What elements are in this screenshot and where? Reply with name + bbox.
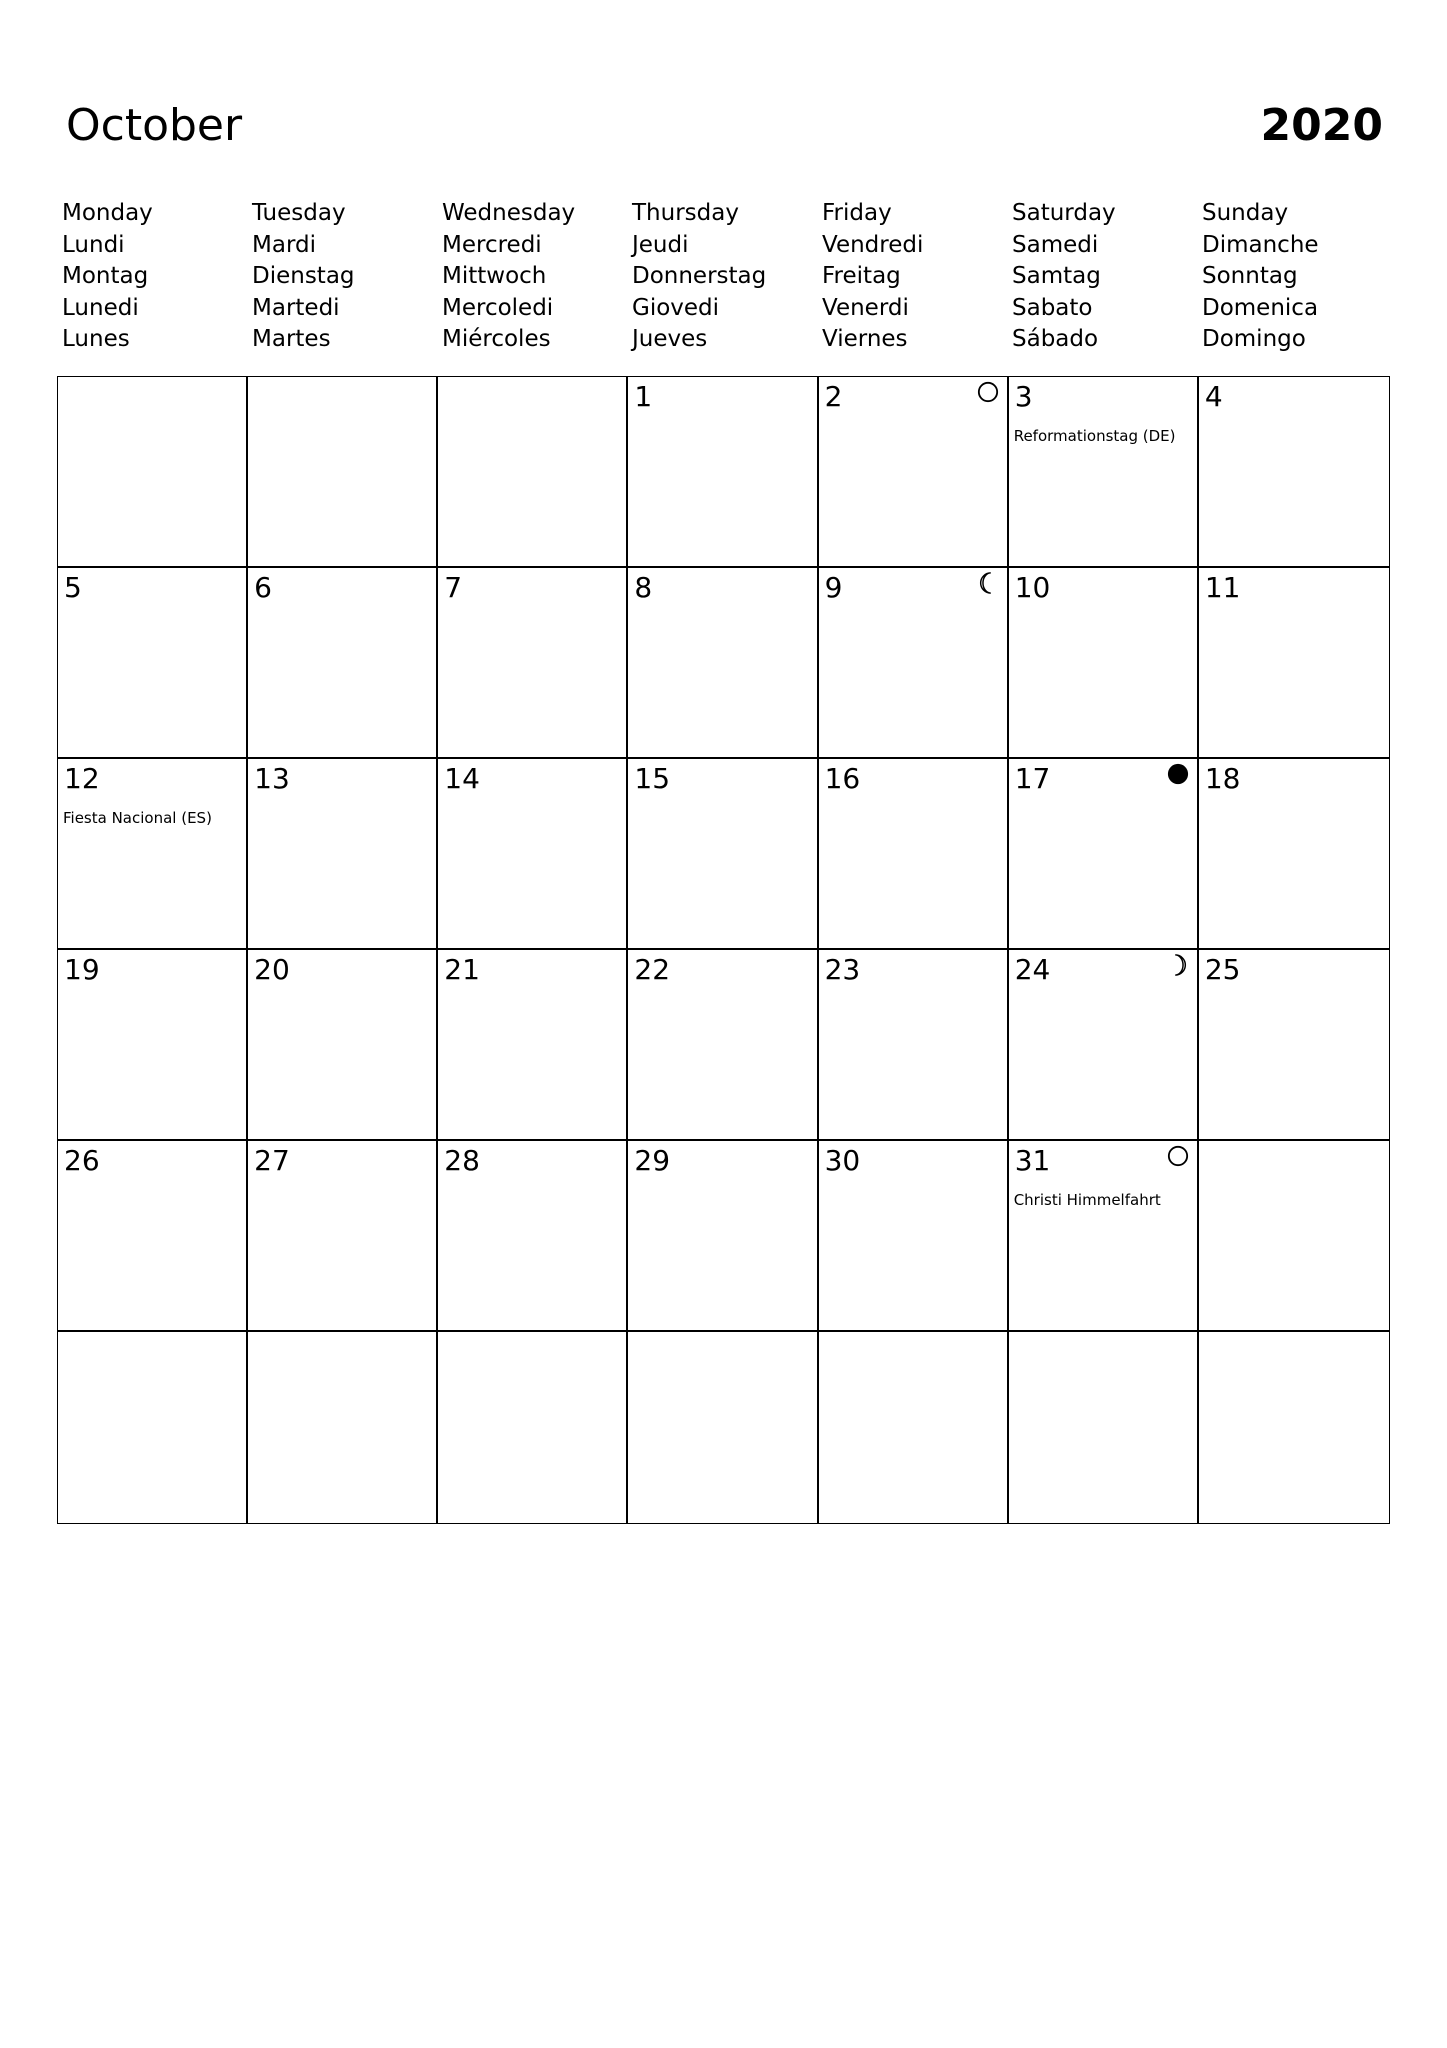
- day-number: 6: [254, 571, 272, 604]
- day-number: 18: [1204, 762, 1241, 795]
- weekday-name: Friday: [822, 200, 892, 226]
- day-cell: [58, 1141, 248, 1332]
- day-number: 28: [444, 1144, 480, 1177]
- month-title: October: [66, 100, 243, 151]
- empty-day-cell: [248, 377, 438, 568]
- weekday-column: [822, 198, 1012, 356]
- weekday-name: Donnerstag: [632, 263, 767, 290]
- day-number: 13: [254, 762, 290, 795]
- empty-day-cell: [819, 1332, 1009, 1523]
- empty-day-cell: [438, 1332, 628, 1523]
- day-cell: [248, 759, 438, 950]
- weekday-name: Monday: [62, 200, 153, 226]
- empty-day-cell: [1199, 1141, 1389, 1332]
- day-cell: [1009, 568, 1199, 759]
- weekday-name: Domingo: [1202, 326, 1306, 353]
- weekday-name: Samedi: [1012, 231, 1099, 258]
- day-number: 21: [444, 953, 480, 986]
- day-number: 29: [634, 1144, 671, 1177]
- day-number: 4: [1204, 380, 1223, 413]
- weekday-name: Dimanche: [1202, 231, 1319, 258]
- day-number: 15: [634, 762, 671, 795]
- day-cell: [628, 950, 818, 1141]
- weekday-name: Dienstag: [252, 263, 355, 290]
- day-cell: [248, 568, 438, 759]
- weekday-column: [632, 198, 822, 356]
- day-cell: [1199, 568, 1389, 759]
- day-cell: [1009, 950, 1199, 1141]
- day-number: 3: [1014, 380, 1033, 413]
- day-number: 24: [1014, 953, 1051, 986]
- day-number: 22: [634, 953, 671, 986]
- weekday-name: Samtag: [1012, 263, 1101, 290]
- weekday-column: [252, 198, 442, 356]
- weekday-name: Martes: [252, 326, 331, 353]
- day-cell: [628, 568, 818, 759]
- weekday-name: Lundi: [62, 231, 125, 258]
- day-cell: [819, 568, 1009, 759]
- first-quarter-moon-icon: [1167, 954, 1189, 976]
- weekday-name: Mercoledi: [442, 294, 554, 321]
- day-cell: [819, 1141, 1009, 1332]
- weekday-column: [1202, 198, 1392, 356]
- weekday-name: Mercredi: [442, 231, 542, 258]
- day-cell: [438, 950, 628, 1141]
- day-cell: [819, 377, 1009, 568]
- day-cell: [1199, 950, 1389, 1141]
- weekday-name: Giovedi: [632, 294, 720, 321]
- weekday-name: Sábado: [1012, 326, 1099, 353]
- empty-day-cell: [628, 1332, 818, 1523]
- day-cell: [628, 377, 818, 568]
- day-number: 5: [64, 571, 82, 604]
- weekday-name: Viernes: [822, 326, 908, 353]
- day-number: 17: [1014, 762, 1051, 795]
- weekday-name: Mardi: [252, 231, 316, 258]
- weekday-name: Sabato: [1012, 294, 1093, 321]
- weekday-name: Thursday: [632, 200, 739, 226]
- weekday-name: Sunday: [1202, 200, 1289, 226]
- day-cell: [1199, 759, 1389, 950]
- year-title: 2020: [1260, 100, 1383, 151]
- day-cell: [1199, 377, 1389, 568]
- day-number: 26: [64, 1144, 100, 1177]
- day-cell: [819, 759, 1009, 950]
- holiday-label: Christi Himmelfahrt: [1013, 1191, 1161, 1209]
- full-moon-icon: [977, 381, 999, 403]
- weekday-name: Venerdi: [822, 294, 909, 321]
- weekday-header: [62, 198, 1392, 356]
- empty-day-cell: [248, 1332, 438, 1523]
- day-cell: [438, 568, 628, 759]
- day-cell: [628, 759, 818, 950]
- day-cell: [819, 950, 1009, 1141]
- weekday-name: Freitag: [822, 263, 901, 290]
- weekday-column: [442, 198, 632, 356]
- holiday-label: Reformationstag (DE): [1013, 427, 1176, 445]
- day-cell: [1009, 1141, 1199, 1332]
- weekday-name: Domenica: [1202, 294, 1319, 321]
- day-cell: [438, 759, 628, 950]
- weekday-name: Montag: [62, 263, 149, 290]
- day-number: 12: [64, 762, 100, 795]
- empty-day-cell: [1199, 1332, 1389, 1523]
- day-number: 30: [824, 1144, 861, 1177]
- day-number: 27: [254, 1144, 290, 1177]
- weekday-name: Lunedi: [62, 294, 139, 321]
- calendar-grid: [57, 376, 1390, 1524]
- weekday-name: Martedi: [252, 294, 340, 321]
- holiday-label: Fiesta Nacional (ES): [63, 809, 212, 827]
- weekday-name: Tuesday: [252, 200, 346, 226]
- day-number: 9: [824, 571, 843, 604]
- weekday-name: Jueves: [632, 326, 708, 353]
- empty-day-cell: [1009, 1332, 1199, 1523]
- day-cell: [58, 568, 248, 759]
- day-number: 10: [1014, 571, 1051, 604]
- full-moon-icon: [1167, 1145, 1189, 1167]
- day-cell: [248, 1141, 438, 1332]
- day-cell: [1009, 377, 1199, 568]
- day-number: 7: [444, 571, 463, 604]
- day-number: 25: [1204, 953, 1241, 986]
- weekday-column: [1012, 198, 1202, 356]
- empty-day-cell: [438, 377, 628, 568]
- day-number: 20: [254, 953, 290, 986]
- day-number: 14: [444, 762, 480, 795]
- day-number: 31: [1014, 1144, 1051, 1177]
- weekday-name: Jeudi: [632, 231, 689, 258]
- empty-day-cell: [58, 1332, 248, 1523]
- day-cell: [58, 759, 248, 950]
- day-number: 1: [634, 380, 653, 413]
- day-number: 19: [64, 953, 100, 986]
- weekday-name: Wednesday: [442, 200, 576, 226]
- day-number: 23: [824, 953, 861, 986]
- day-number: 11: [1204, 571, 1241, 604]
- weekday-name: Sonntag: [1202, 263, 1298, 290]
- day-number: 16: [824, 762, 861, 795]
- day-number: 8: [634, 571, 653, 604]
- weekday-name: Vendredi: [822, 231, 924, 258]
- new-moon-icon: [1167, 763, 1189, 785]
- day-cell: [1009, 759, 1199, 950]
- weekday-name: Mittwoch: [442, 263, 547, 290]
- day-cell: [248, 950, 438, 1141]
- weekday-name: Lunes: [62, 326, 130, 353]
- day-cell: [58, 950, 248, 1141]
- day-cell: [438, 1141, 628, 1332]
- day-number: 2: [824, 380, 843, 413]
- day-cell: [628, 1141, 818, 1332]
- empty-day-cell: [58, 377, 248, 568]
- last-quarter-moon-icon: [977, 572, 999, 594]
- weekday-name: Miércoles: [442, 326, 551, 353]
- weekday-name: Saturday: [1012, 200, 1116, 226]
- weekday-column: [62, 198, 252, 356]
